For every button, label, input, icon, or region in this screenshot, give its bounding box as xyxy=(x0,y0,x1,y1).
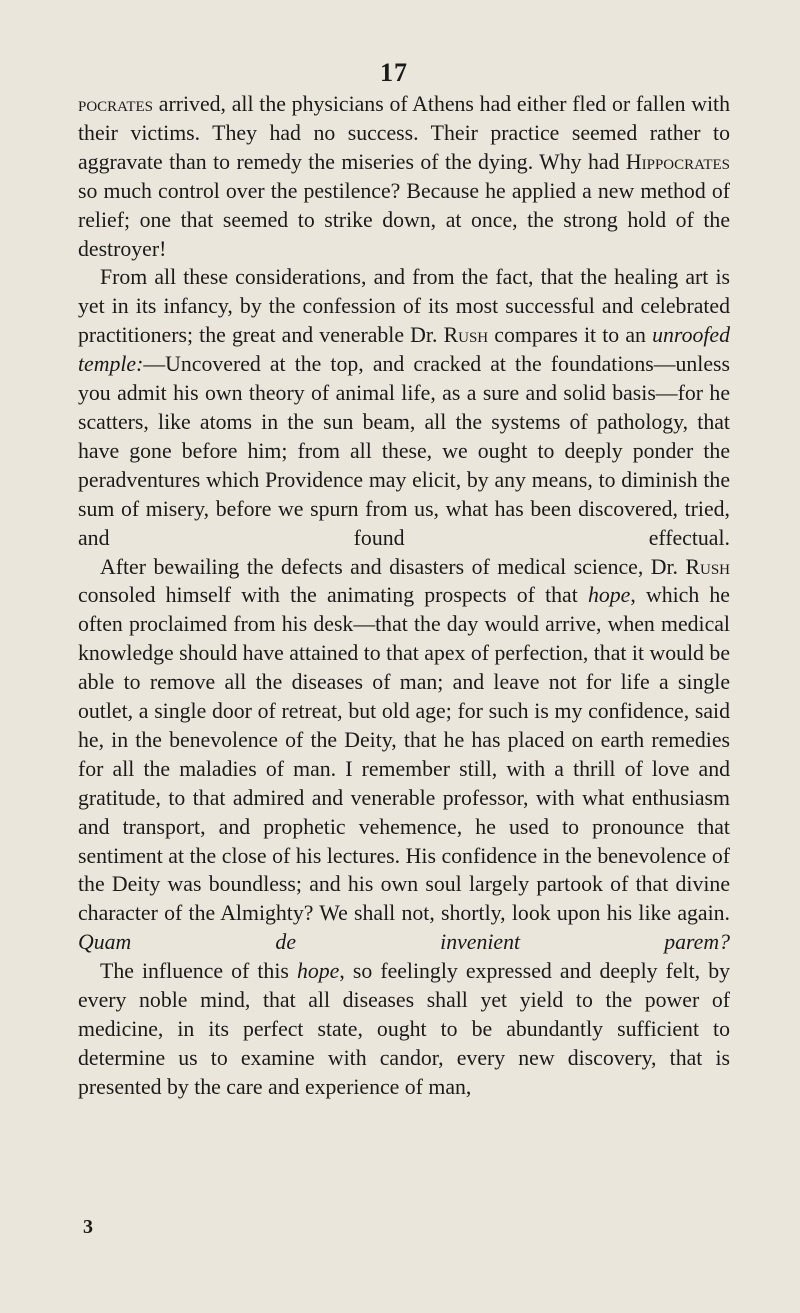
text-run: , which he often proclaimed from his desk—that the day would arrive, when medical knowledge should have attained to that apex of perfection, that it would be able to remove all the diseases of man; and leave not for life a single outlet, a single door of retreat, but old age; for such is my confidence, said he, in the benevolence of the Deity, that he has placed on earth remedies for all the maladies of man. I remember still, with a thrill of love and gratitude, to that admired and venerable professor, with what enthusiasm and transport, and prophetic vehemence, he used to pronounce that sentiment at the close of his lectures. His confidence in the benevolence of the Deity was boundless; and his own soul largely partook of that divine character of the Almighty? We shall not, shortly, look upon his like again. xyxy=(78,583,730,926)
small-caps-name: Rush xyxy=(685,554,730,579)
page-number: 17 xyxy=(380,58,408,87)
italic-text: Quam de invenient parem? xyxy=(78,930,730,955)
text-run: consoled himself with the animating prospects of that xyxy=(78,583,588,608)
text-run: , so feelingly expressed and deeply felt, by every noble mind, that all diseases shall yet yield to the power of medicine, in its perfect state, ought to be abundantly sufficient to determine us to examine with candor, every new discovery, that is presented by the care and experience of man, xyxy=(78,959,730,1099)
paragraph xyxy=(78,90,730,263)
small-caps-name: pocrates xyxy=(78,92,154,116)
paragraph xyxy=(78,957,730,1102)
paragraph xyxy=(78,263,730,552)
paragraph xyxy=(78,553,730,958)
small-caps-name: Rush xyxy=(443,323,489,348)
text-run: compares it to an xyxy=(488,323,653,348)
text-run: —Uncovered at the top, and cracked at the foundations—unless you admit his own theory of animal life, as a sure and solid basis—for he scatters, like atoms in the sun beam, all the systems of pathology, that have gone before him; from all these, we ought to deeply ponder the peradventures which Providence may elicit, by any means, to diminish the sum of misery, before we spurn from us, what has been discovered, tried, and found effectual. xyxy=(78,352,730,550)
signature-mark: 3 xyxy=(83,1216,93,1238)
italic-text: hope xyxy=(296,959,340,984)
italic-text: unroofed temple: xyxy=(78,323,731,377)
text-run: From all these considerations, and from the fact, that the healing art is yet in its infancy, by the confession of its most successful and celebrated practitioners; the great and venerable Dr. xyxy=(78,265,730,348)
small-caps-name: Hippocrates xyxy=(625,149,730,174)
text-run: The influence of this xyxy=(100,959,297,984)
text-run: so much control over the pestilence? Because he applied a new method of relief; one that seemed to strike down, at once, the strong hold of the destroyer! xyxy=(78,178,730,261)
text-run: After bewailing the defects and disasters of medical science, Dr. xyxy=(100,554,686,579)
text-run: arrived, all the physicians of Athens had either fled or fallen with their victims. They had no success. Their practice seemed rather to aggravate than to remedy the miseries of the dying. Why had xyxy=(78,92,730,174)
body-text xyxy=(78,90,730,1102)
italic-text: hope xyxy=(587,583,631,608)
